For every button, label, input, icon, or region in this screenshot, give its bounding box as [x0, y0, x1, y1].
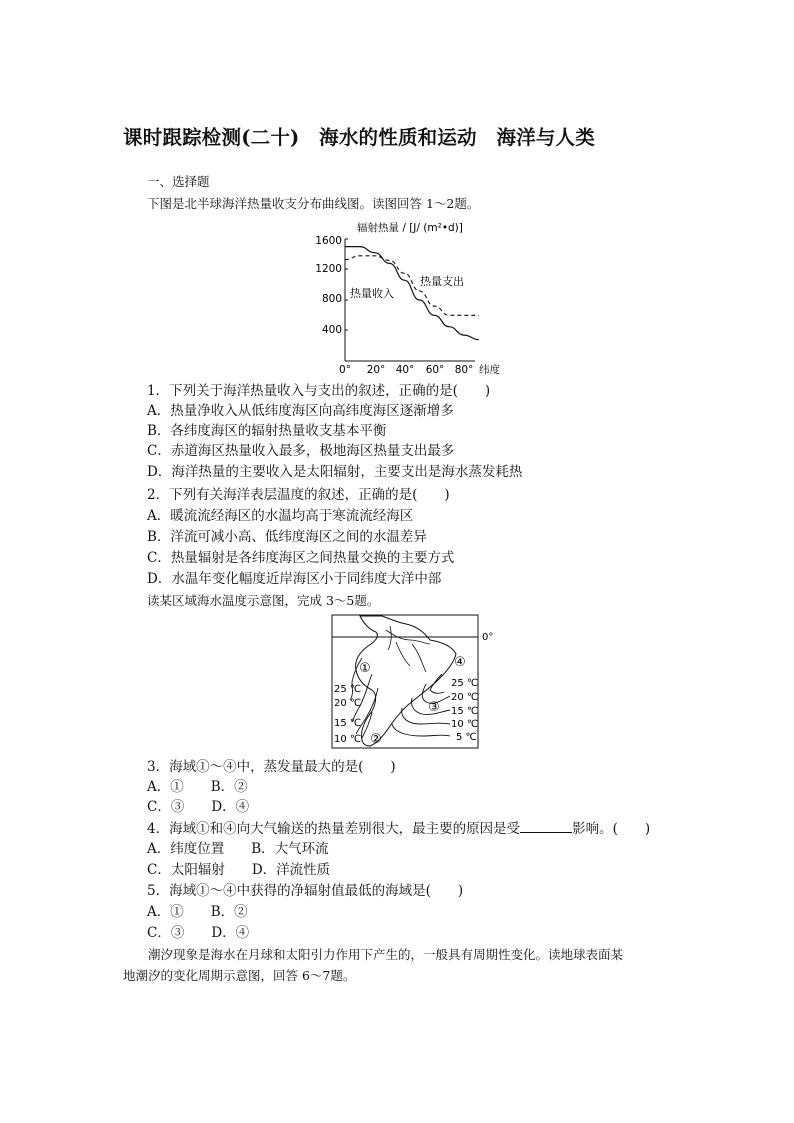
- question-1-option-a: A．热量净收入从低纬度海区向高纬度海区逐渐增多: [147, 403, 454, 419]
- question-2-option-d: D．水温年变化幅度近岸海区小于同纬度大洋中部: [147, 571, 442, 587]
- chart-xtick: 0°: [339, 364, 351, 376]
- chart-ytick: 800: [321, 293, 342, 305]
- chart-xtick: 80°: [454, 364, 474, 376]
- equator-label: 0°: [482, 632, 494, 643]
- isotherm-label-right: 10 ℃: [451, 719, 479, 730]
- region-marker-4: ④: [454, 655, 466, 670]
- question-4-options-row-2: C．太阳辐射 D．洋流性质: [147, 862, 331, 878]
- isotherm-label-left: 15 ℃: [334, 718, 362, 729]
- isotherm-label-right: 5 ℃: [456, 732, 477, 743]
- answer-blank: [520, 820, 572, 833]
- region-marker-2: ②: [370, 732, 382, 747]
- isotherm-right-25: [430, 674, 444, 693]
- chart-xlabel: 纬度: [479, 364, 500, 376]
- question-3-stem: 3．海域①～④中，蒸发量最大的是( ): [147, 759, 396, 775]
- question-1-option-c: C．赤道海区热量收入最多，极地海区热量支出最多: [147, 443, 455, 459]
- river: [388, 626, 391, 650]
- chart-xtick: 40°: [395, 364, 415, 376]
- question-3-options-row-2: C．③ D．④: [147, 799, 250, 815]
- question-5-stem: 5．海域①～④中获得的净辐射值最低的海域是( ): [147, 883, 464, 899]
- question-4-options-row-1: A．纬度位置 B．大气环流: [147, 841, 329, 857]
- chart-xtick: 60°: [425, 364, 445, 376]
- intro-text-1: 下图是北半球海洋热量收支分布曲线图。读图回答 1～2题。: [147, 196, 480, 211]
- chart-ytick: 400: [321, 324, 342, 336]
- section-heading: 一、选择题: [147, 174, 210, 189]
- region-marker-3: ③: [428, 700, 440, 715]
- intro-text-2: 读某区域海水温度示意图，完成 3～5题。: [147, 593, 380, 608]
- question-4-stem-before: 4．海域①和④向大气输送的热量差别很大，最主要的原因是受: [147, 821, 521, 837]
- question-5-options-row-1: A．① B．②: [147, 904, 248, 920]
- isotherm-right-5: [392, 724, 450, 736]
- question-2-option-b: B．洋流可减小高、低纬度海区之间的水温差异: [147, 529, 427, 545]
- heat-budget-chart: [310, 215, 510, 377]
- question-2-stem: 2．下列有关海洋表层温度的叙述，正确的是( ): [147, 487, 450, 503]
- river: [396, 642, 410, 666]
- question-3-options-row-1: A．① B．②: [147, 779, 248, 795]
- chart-ytick: 1600: [315, 235, 342, 247]
- page-title: 课时跟踪检测(二十) 海水的性质和运动 海洋与人类: [123, 126, 595, 149]
- isotherm-label-left: 25 ℃: [334, 684, 362, 695]
- question-1-option-d: D．海洋热量的主要收入是太阳辐射，主要支出是海水蒸发耗热: [147, 464, 523, 480]
- question-4-stem: [147, 819, 650, 839]
- isotherm-right-10: [402, 708, 450, 724]
- continent-coastline: [356, 616, 456, 746]
- isotherm-label-left: 10 ℃: [334, 734, 362, 745]
- chart-ylabel: 辐射热量 / [J/ (m²•d)]: [357, 222, 463, 234]
- isotherm-label-right: 20 ℃: [451, 692, 479, 703]
- intro-text-3-line-1: 潮汐现象是海水在月球和太阳引力作用下产生的，一般具有周期性变化。读地球表面某: [123, 947, 624, 962]
- expense-label: 热量支出: [420, 275, 464, 288]
- intro-text-3-line-2: 地潮汐的变化周期示意图，回答 6～7题。: [123, 968, 356, 983]
- question-4-stem-after: 影响。( ): [572, 821, 651, 837]
- question-1-stem: 1．下列关于海洋热量收入与支出的叙述，正确的是( ): [147, 383, 491, 399]
- region-marker-1: ①: [359, 661, 371, 676]
- sea-temperature-map: [330, 614, 500, 750]
- isotherm-label-left: 20 ℃: [334, 698, 362, 709]
- isotherm-label-right: 25 ℃: [451, 678, 479, 689]
- chart-xtick: 20°: [366, 364, 386, 376]
- chart-ytick: 1200: [315, 263, 342, 275]
- income-label: 热量收入: [350, 287, 394, 300]
- question-1-option-b: B．各纬度海区的辐射热量收支基本平衡: [147, 423, 387, 439]
- river: [412, 644, 426, 672]
- isotherm-label-right: 15 ℃: [451, 706, 479, 717]
- question-2-option-a: A．暖流流经海区的水温均高于寒流流经海区: [147, 508, 414, 524]
- question-2-option-c: C．热量辐射是各纬度海区之间热量交换的主要方式: [147, 550, 455, 566]
- question-5-options-row-2: C．③ D．④: [147, 925, 250, 941]
